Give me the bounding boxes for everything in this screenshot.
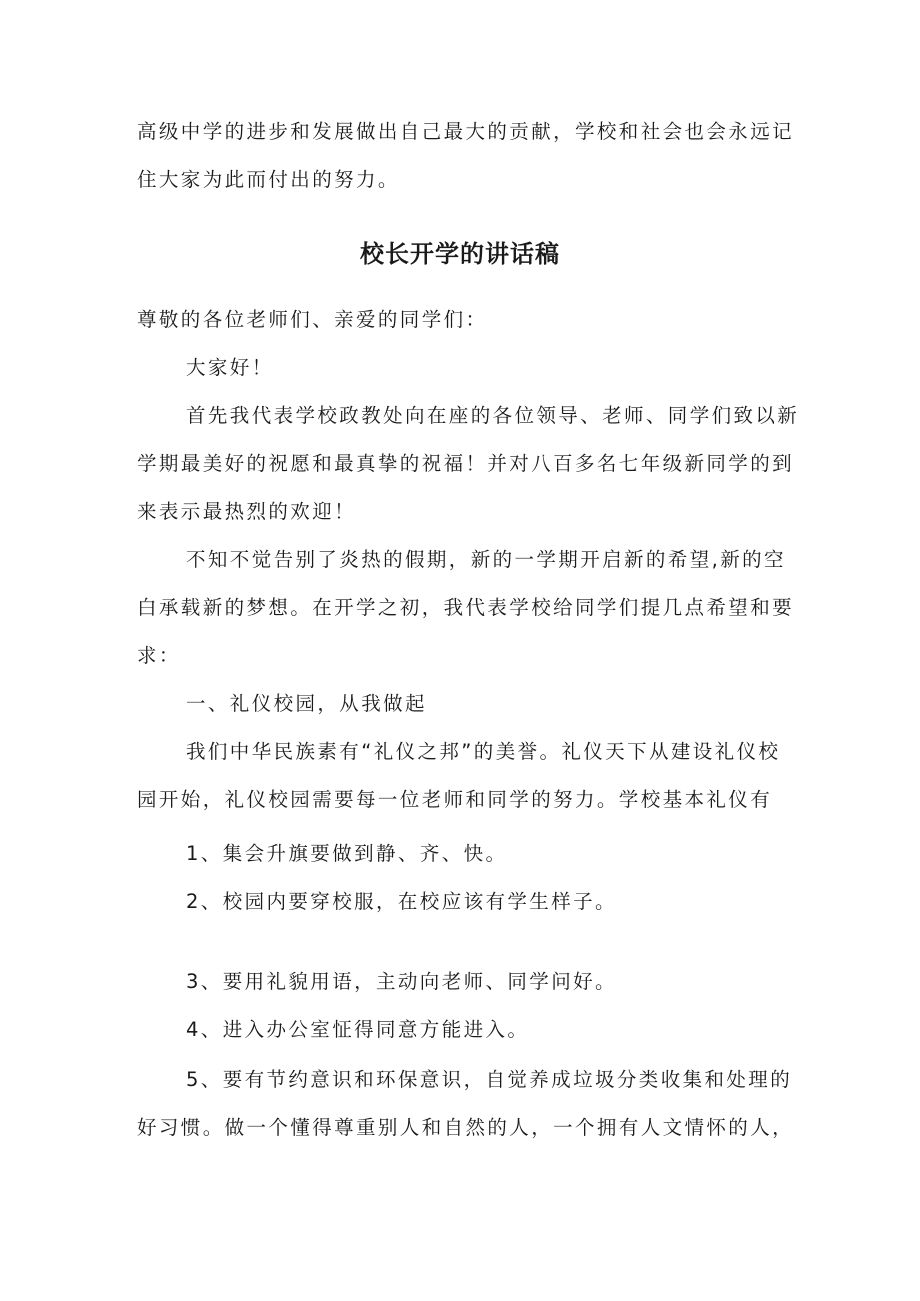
paragraph-line: 首先我代表学校政教处向在座的各位领导、老师、同学们致以新	[186, 404, 800, 427]
list-item: 2、校园内要穿校服，在校应该有学生样子。	[186, 890, 617, 913]
paragraph-line: 我们中华民族素有“礼仪之邦”的美誉。礼仪天下从建设礼仪校	[186, 740, 781, 763]
paragraph-line: 来表示最热烈的欢迎！	[137, 500, 357, 523]
paragraph-line: 不知不觉告别了炎热的假期，新的一学期开启新的希望,新的空	[186, 548, 786, 571]
paragraph-line: 学期最美好的祝愿和最真挚的祝福！并对八百多名七年级新同学的到	[137, 452, 795, 475]
greeting: 大家好！	[186, 356, 274, 379]
list-item: 1、集会升旗要做到静、齐、快。	[186, 842, 508, 865]
list-item: 5、要有节约意识和环保意识，自觉养成垃圾分类收集和处理的	[186, 1068, 793, 1091]
body-text-line: 住大家为此而付出的努力。	[137, 168, 400, 191]
list-item: 3、要用礼貌用语，主动向老师、同学问好。	[186, 970, 617, 993]
paragraph-line: 好习惯。做一个懂得尊重别人和自然的人，一个拥有人文情怀的人，	[137, 1116, 795, 1139]
list-item: 4、进入办公室怔得同意方能进入。	[186, 1018, 530, 1041]
paragraph-line: 白承载新的梦想。在开学之初，我代表学校给同学们提几点希望和要	[137, 596, 795, 619]
body-text-line: 高级中学的进步和发展做出自己最大的贡献，学校和社会也会永远记	[137, 120, 795, 143]
salutation: 尊敬的各位老师们、亲爱的同学们：	[137, 308, 488, 331]
section-heading: 一、礼仪校园，从我做起	[186, 692, 427, 715]
paragraph-line: 园开始，礼仪校园需要每一位老师和同学的努力。学校基本礼仪有	[137, 788, 773, 811]
paragraph-line: 求：	[137, 644, 181, 667]
document-title: 校长开学的讲话稿	[360, 240, 560, 268]
